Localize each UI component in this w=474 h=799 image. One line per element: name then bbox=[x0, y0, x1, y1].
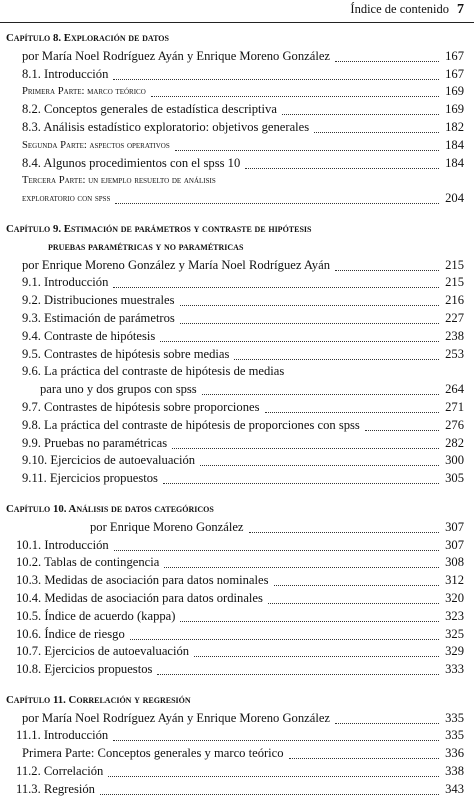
toc-entry bbox=[0, 745, 474, 763]
dot-leader bbox=[245, 166, 439, 169]
dot-leader bbox=[249, 530, 439, 533]
toc-entry bbox=[0, 470, 474, 488]
dot-leader bbox=[335, 268, 439, 271]
dot-leader bbox=[163, 481, 439, 484]
toc-entry bbox=[0, 48, 474, 66]
dot-leader bbox=[108, 774, 439, 777]
dot-leader bbox=[274, 583, 439, 586]
toc-entry-title: 10.4. Medidas de asociación para datos ordinales bbox=[16, 590, 266, 608]
dot-leader bbox=[172, 446, 439, 449]
toc-entry-title: pruebas paramétricas y no paramétricas bbox=[48, 239, 246, 257]
toc-entry-title: 11.2. Correlación bbox=[16, 763, 106, 781]
table-of-contents bbox=[0, 30, 474, 799]
toc-entry-page: 343 bbox=[445, 781, 464, 796]
toc-entry-title: 9.1. Introducción bbox=[22, 274, 111, 292]
dot-leader bbox=[289, 756, 439, 759]
toc-entry-page: 323 bbox=[445, 608, 464, 623]
dot-leader bbox=[282, 112, 439, 115]
dot-leader bbox=[100, 792, 439, 795]
toc-entry bbox=[0, 537, 474, 555]
toc-entry-page: 308 bbox=[445, 555, 464, 570]
running-head-title: Índice de contenido bbox=[350, 2, 449, 16]
dot-leader bbox=[175, 148, 439, 151]
running-head bbox=[350, 2, 464, 18]
toc-entry-title: 10.2. Tablas de contingencia bbox=[16, 554, 162, 572]
section-gap bbox=[0, 488, 474, 501]
dot-leader bbox=[180, 321, 439, 324]
part-heading bbox=[0, 83, 474, 101]
toc-entry-page: 264 bbox=[445, 382, 464, 397]
toc-entry-page: 305 bbox=[445, 471, 464, 486]
toc-entry bbox=[0, 417, 474, 435]
toc-entry-title: Segunda Parte: aspectos operativos bbox=[22, 137, 173, 155]
toc-entry-title: 10.8. Ejercicios propuestos bbox=[16, 661, 155, 679]
toc-entry-page: 335 bbox=[445, 728, 464, 743]
toc-entry-title: para uno y dos grupos con spss bbox=[40, 381, 200, 399]
toc-entry-page: 307 bbox=[445, 519, 464, 534]
toc-entry bbox=[0, 119, 474, 137]
dot-leader bbox=[202, 392, 439, 395]
toc-entry-title: Capítulo 10. Análisis de datos categóricos bbox=[6, 501, 217, 519]
toc-entry-title: 10.1. Introducción bbox=[16, 537, 112, 555]
toc-entry bbox=[0, 626, 474, 644]
header-rule bbox=[0, 22, 474, 23]
toc-entry bbox=[0, 572, 474, 590]
toc-entry bbox=[0, 452, 474, 470]
toc-entry-page: 227 bbox=[445, 310, 464, 325]
toc-entry-page: 184 bbox=[445, 137, 464, 152]
dot-leader bbox=[234, 357, 439, 360]
toc-entry bbox=[0, 257, 474, 275]
toc-entry-page: 182 bbox=[445, 119, 464, 134]
dot-leader bbox=[151, 94, 439, 97]
toc-entry-page: 282 bbox=[445, 435, 464, 450]
chapter-heading bbox=[0, 501, 474, 519]
toc-entry-page: 215 bbox=[445, 257, 464, 272]
toc-entry-title: Primera Parte: marco teórico bbox=[22, 83, 149, 101]
toc-entry-page: 253 bbox=[445, 346, 464, 361]
toc-entry-page: 169 bbox=[445, 84, 464, 99]
toc-entry-page: 307 bbox=[445, 537, 464, 552]
toc-entry bbox=[0, 155, 474, 173]
toc-entry-page: 276 bbox=[445, 417, 464, 432]
toc-entry bbox=[0, 643, 474, 661]
toc-entry-page: 169 bbox=[445, 102, 464, 117]
toc-entry-title: por María Noel Rodríguez Ayán y Enrique Moreno González bbox=[22, 710, 333, 728]
toc-entry bbox=[0, 399, 474, 417]
dot-leader bbox=[115, 201, 439, 204]
dot-leader bbox=[114, 548, 439, 551]
dot-leader bbox=[157, 672, 439, 675]
part-heading bbox=[0, 190, 474, 208]
section-gap bbox=[0, 679, 474, 692]
toc-entry-page: 215 bbox=[445, 275, 464, 290]
toc-entry bbox=[0, 590, 474, 608]
toc-entry bbox=[0, 763, 474, 781]
toc-entry-page: 238 bbox=[445, 328, 464, 343]
toc-entry bbox=[0, 292, 474, 310]
toc-entry-page: 216 bbox=[445, 293, 464, 308]
chapter-heading bbox=[0, 221, 474, 239]
dot-leader bbox=[200, 463, 439, 466]
dot-leader bbox=[113, 77, 439, 80]
chapter-heading bbox=[0, 30, 474, 48]
toc-entry bbox=[0, 727, 474, 745]
toc-entry bbox=[0, 346, 474, 364]
dot-leader bbox=[180, 619, 439, 622]
toc-entry-title: 10.5. Índice de acuerdo (kappa) bbox=[16, 608, 178, 626]
toc-entry-page: 336 bbox=[445, 746, 464, 761]
toc-entry-title: 9.6. La práctica del contraste de hipótesis de medias bbox=[22, 363, 287, 381]
toc-entry-title: 9.9. Pruebas no paramétricas bbox=[22, 435, 170, 453]
toc-entry-page: 338 bbox=[445, 764, 464, 779]
dot-leader bbox=[314, 130, 439, 133]
toc-entry-title: por María Noel Rodríguez Ayán y Enrique Moreno González bbox=[22, 48, 333, 66]
toc-entry-title: 10.7. Ejercicios de autoevaluación bbox=[16, 643, 192, 661]
part-heading bbox=[0, 172, 474, 190]
toc-entry-title: 8.1. Introducción bbox=[22, 66, 111, 84]
toc-entry-title: 11.3. Regresión bbox=[16, 781, 98, 799]
toc-entry-page: 271 bbox=[445, 399, 464, 414]
dot-leader bbox=[113, 738, 439, 741]
toc-entry-title: 9.3. Estimación de parámetros bbox=[22, 310, 178, 328]
toc-entry bbox=[0, 310, 474, 328]
toc-entry-page: 312 bbox=[445, 573, 464, 588]
toc-entry-title: 8.3. Análisis estadístico exploratorio: objetivos generales bbox=[22, 119, 312, 137]
dot-leader bbox=[268, 601, 439, 604]
chapter-heading bbox=[0, 692, 474, 710]
dot-leader bbox=[164, 565, 439, 568]
toc-entry-page: 329 bbox=[445, 644, 464, 659]
toc-entry-page: 167 bbox=[445, 66, 464, 81]
toc-entry bbox=[0, 66, 474, 84]
toc-entry bbox=[0, 661, 474, 679]
toc-entry bbox=[0, 554, 474, 572]
dot-leader bbox=[265, 410, 439, 413]
toc-entry bbox=[0, 781, 474, 799]
toc-entry-page: 300 bbox=[445, 453, 464, 468]
toc-entry-title: 8.4. Algunos procedimientos con el spss 10 bbox=[22, 155, 243, 173]
toc-entry-title: Primera Parte: Conceptos generales y marco teórico bbox=[22, 745, 287, 763]
toc-entry-page: 204 bbox=[445, 191, 464, 206]
toc-entry-title: 9.10. Ejercicios de autoevaluación bbox=[22, 452, 198, 470]
section-gap bbox=[0, 208, 474, 221]
dot-leader bbox=[113, 285, 439, 288]
toc-entry-page: 335 bbox=[445, 710, 464, 725]
dot-leader bbox=[160, 339, 439, 342]
toc-entry-title: 11.1. Introducción bbox=[16, 727, 111, 745]
toc-entry bbox=[0, 363, 474, 381]
part-heading bbox=[0, 137, 474, 155]
toc-entry-title: 8.2. Conceptos generales de estadística descriptiva bbox=[22, 101, 280, 119]
toc-entry-page: 167 bbox=[445, 48, 464, 63]
dot-leader bbox=[180, 303, 439, 306]
toc-entry-page: 333 bbox=[445, 662, 464, 677]
toc-entry-title: exploratorio con spss bbox=[22, 190, 113, 208]
toc-entry-title: 10.6. Índice de riesgo bbox=[16, 626, 128, 644]
toc-entry-title: 9.5. Contrastes de hipótesis sobre medias bbox=[22, 346, 232, 364]
toc-entry bbox=[0, 519, 474, 537]
toc-entry bbox=[0, 101, 474, 119]
toc-entry bbox=[0, 328, 474, 346]
toc-entry bbox=[0, 435, 474, 453]
toc-entry-title: 10.3. Medidas de asociación para datos nominales bbox=[16, 572, 272, 590]
toc-entry-title: Tercera Parte: un ejemplo resuelto de análisis bbox=[22, 172, 219, 190]
toc-entry-page: 320 bbox=[445, 590, 464, 605]
dot-leader bbox=[335, 59, 439, 62]
toc-entry-page: 325 bbox=[445, 626, 464, 641]
dot-leader bbox=[365, 428, 439, 431]
dot-leader bbox=[335, 721, 439, 724]
toc-entry-title: 9.7. Contrastes de hipótesis sobre proporciones bbox=[22, 399, 263, 417]
chapter-heading bbox=[0, 239, 474, 257]
toc-entry bbox=[0, 608, 474, 626]
toc-entry-title: 9.4. Contraste de hipótesis bbox=[22, 328, 158, 346]
toc-entry-title: Capítulo 9. Estimación de parámetros y contraste de hipótesis bbox=[6, 221, 314, 239]
toc-entry-title: Capítulo 8. Exploración de datos bbox=[6, 30, 172, 48]
dot-leader bbox=[194, 654, 439, 657]
toc-entry-title: 9.8. La práctica del contraste de hipótesis de proporciones con spss bbox=[22, 417, 363, 435]
toc-entry-title: por Enrique Moreno González bbox=[90, 519, 247, 537]
toc-entry-title: Capítulo 11. Correlación y regresión bbox=[6, 692, 194, 710]
toc-entry-title: por Enrique Moreno González y María Noel Rodríguez Ayán bbox=[22, 257, 333, 275]
toc-entry-title: 9.11. Ejercicios propuestos bbox=[22, 470, 161, 488]
toc-entry bbox=[0, 381, 474, 399]
dot-leader bbox=[130, 637, 439, 640]
page-number: 7 bbox=[457, 2, 464, 17]
toc-entry-page: 184 bbox=[445, 155, 464, 170]
toc-entry bbox=[0, 710, 474, 728]
toc-entry-title: 9.2. Distribuciones muestrales bbox=[22, 292, 178, 310]
toc-entry bbox=[0, 274, 474, 292]
